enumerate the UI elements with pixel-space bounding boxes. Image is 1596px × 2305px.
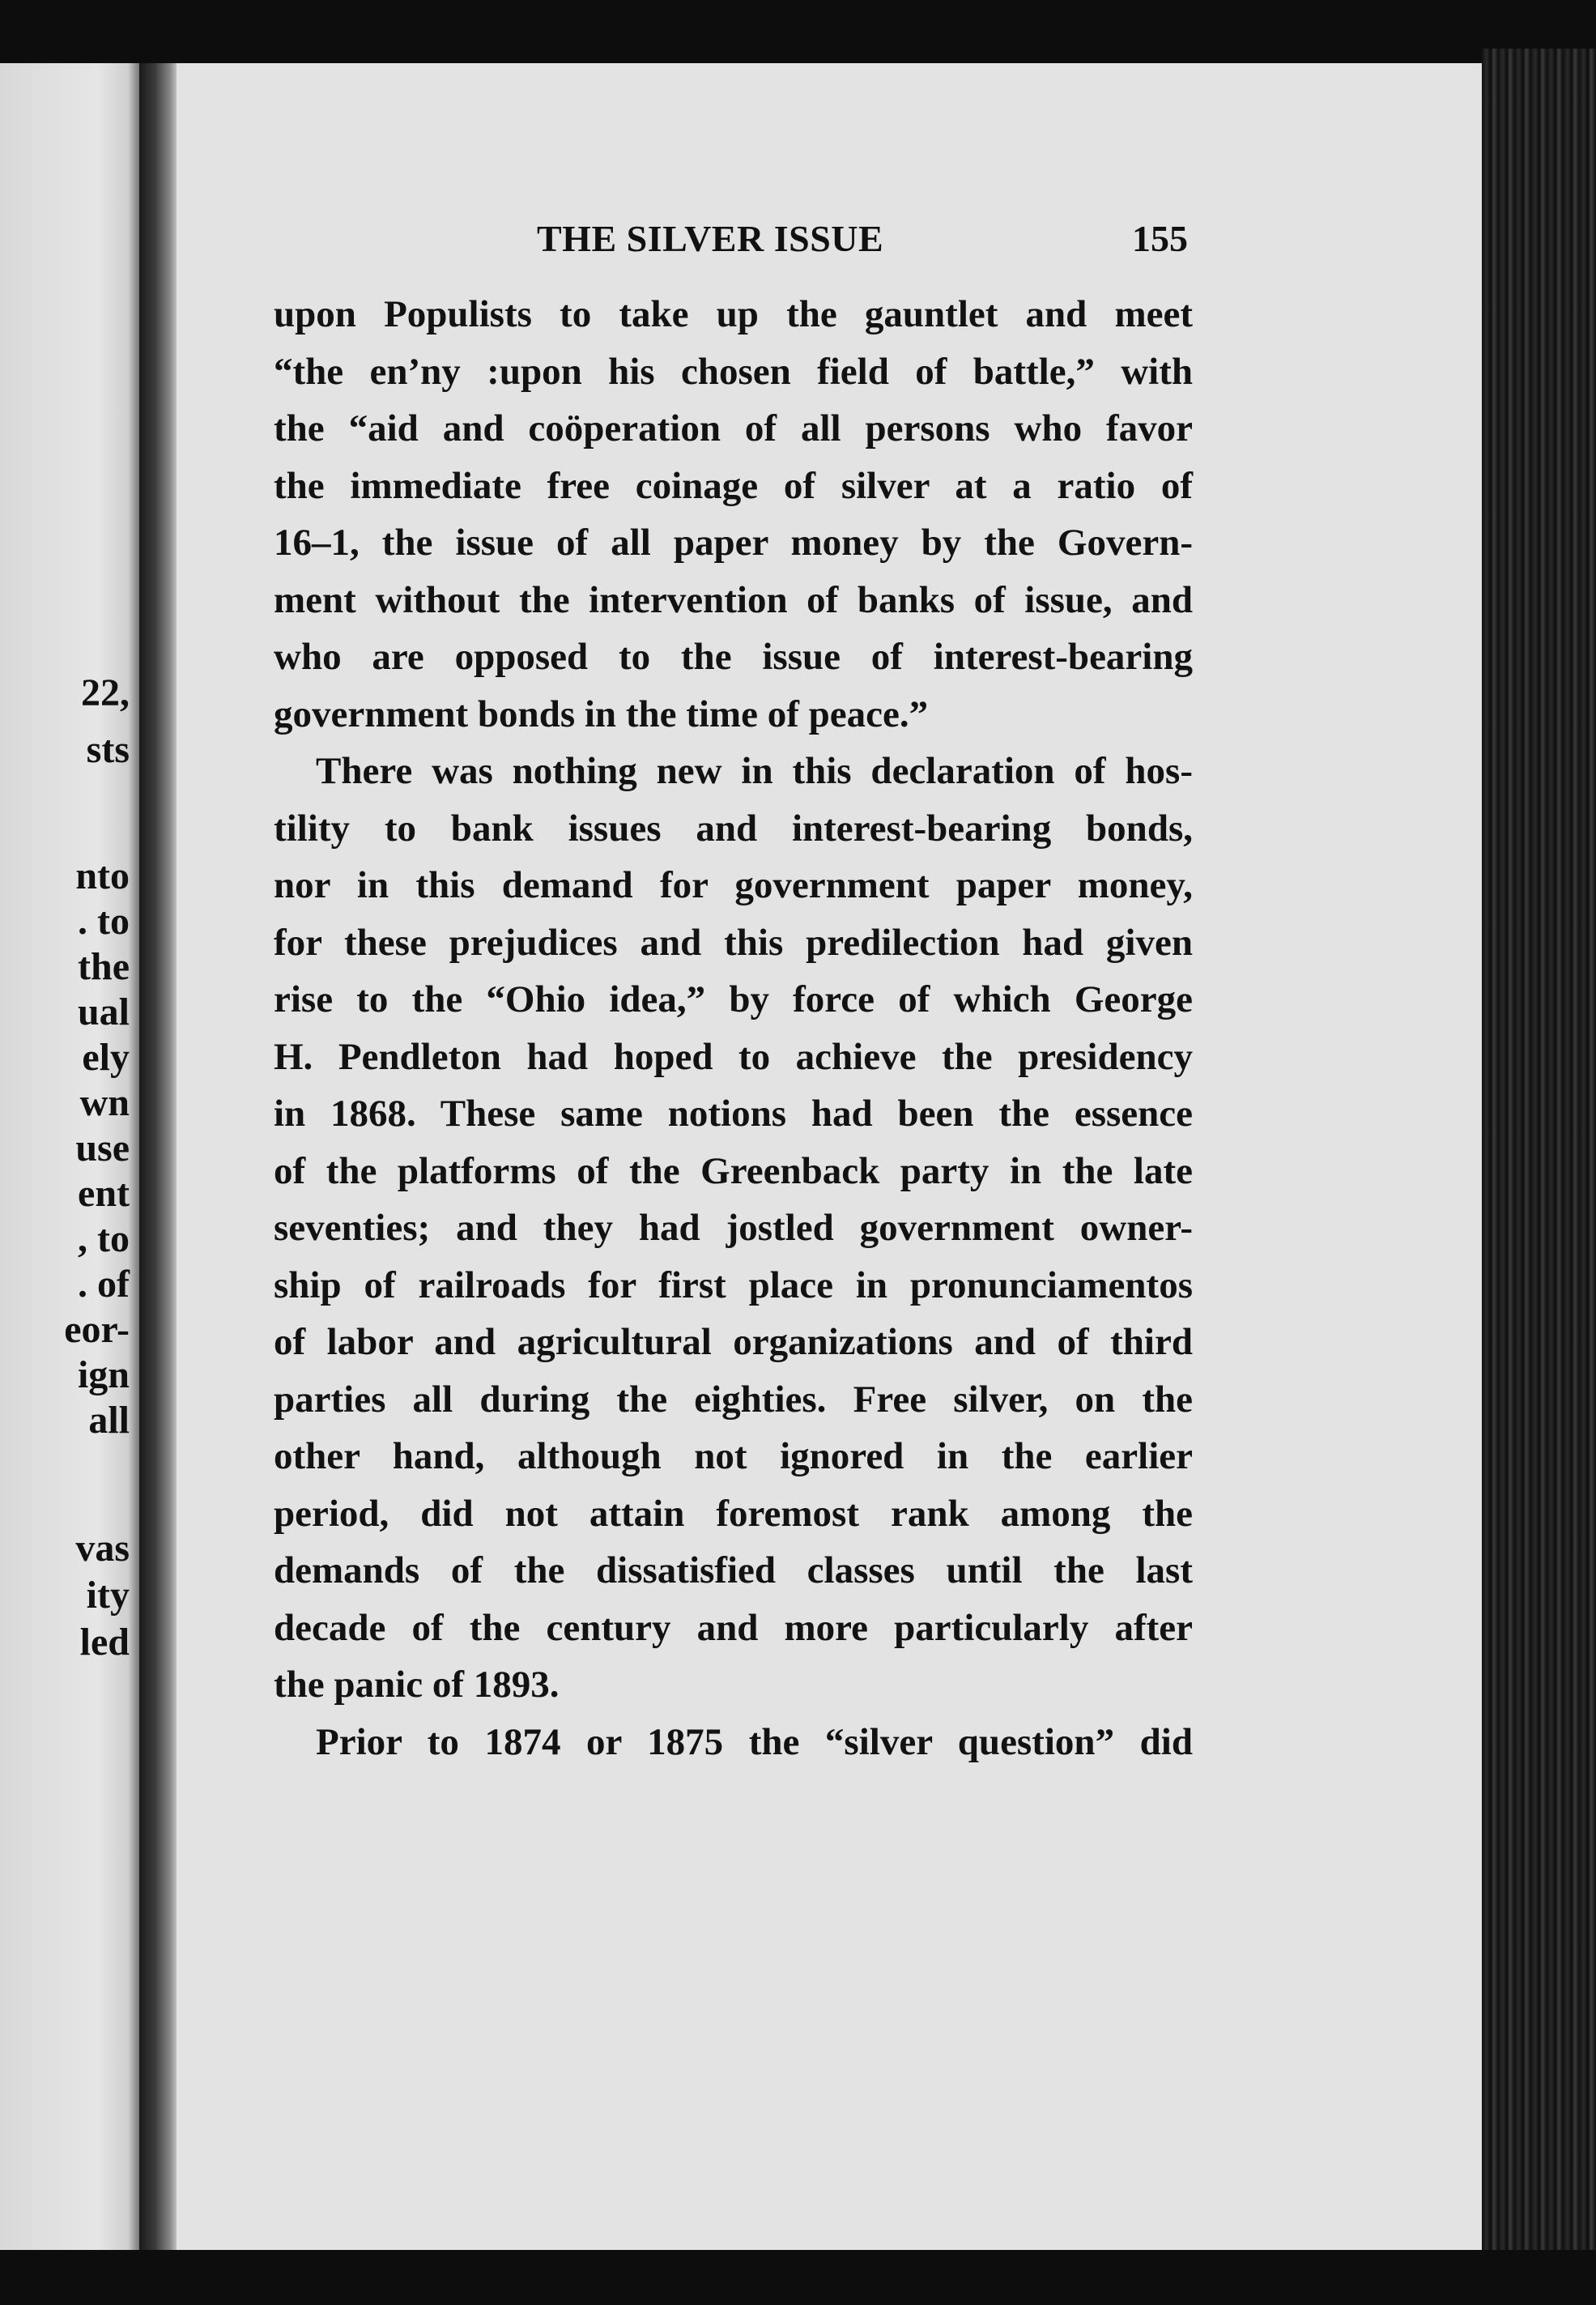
facing-page-fragment: ely — [82, 1036, 130, 1079]
text-line: who are opposed to the issue of interest-bearing — [274, 636, 1193, 678]
text-line: other hand, although not ignored in the earlier — [274, 1435, 1193, 1477]
text-line: “the en’ny :upon his chosen field of battle,” with — [274, 350, 1193, 393]
facing-page-fragment: eor- — [64, 1308, 130, 1351]
text-line: for these prejudices and this predilection had given — [274, 921, 1193, 964]
facing-page-fragment: . to — [78, 900, 130, 943]
facing-page-fragment: nto — [75, 854, 130, 897]
scan-border-bottom — [0, 2250, 1596, 2305]
facing-page-left — [0, 63, 139, 2250]
text-line: the immediate free coinage of silver at a ratio of — [274, 464, 1193, 507]
facing-page-fragment: sts — [86, 728, 130, 771]
running-head: THE SILVER ISSUE — [537, 218, 884, 259]
facing-page-fragment: wn — [79, 1081, 130, 1124]
facing-page-fragment: vas — [75, 1527, 130, 1570]
text-line: ship of railroads for first place in pronunciamentos — [274, 1263, 1193, 1306]
body-text — [274, 286, 1193, 1770]
text-line: ment without the intervention of banks of issue, and — [274, 578, 1193, 621]
facing-page-fragment: ign — [77, 1353, 130, 1396]
facing-page-fragment: the — [78, 945, 130, 988]
facing-page-fragment: led — [79, 1621, 130, 1664]
facing-page-fragment: ent — [78, 1172, 130, 1215]
facing-page-fragment: , to — [78, 1217, 130, 1260]
text-line: Prior to 1874 or 1875 the “silver question” did — [316, 1720, 1193, 1763]
text-line: of labor and agricultural organizations and of third — [274, 1321, 1193, 1363]
text-line: in 1868. These same notions had been the essence — [274, 1093, 1193, 1135]
text-line: nor in this demand for government paper money, — [274, 864, 1193, 906]
text-line: seventies; and they had jostled government owner- — [274, 1207, 1193, 1249]
facing-page-fragment: 22, — [81, 671, 130, 714]
book-page-edges-right — [1482, 49, 1596, 2276]
facing-page-fragment: use — [75, 1127, 130, 1170]
text-line: rise to the “Ohio idea,” by force of which George — [274, 978, 1193, 1020]
book-gutter — [139, 63, 178, 2250]
text-line: government bonds in the time of peace.” — [274, 692, 929, 735]
text-line: parties all during the eighties. Free silver, on the — [274, 1378, 1193, 1421]
text-line: There was nothing new in this declaration of hos- — [316, 750, 1193, 792]
text-line: the panic of 1893. — [274, 1664, 560, 1706]
facing-page-fragment: ual — [77, 991, 130, 1033]
facing-page-fragment: ity — [86, 1574, 130, 1617]
text-line: tility to bank issues and interest-bearing bonds, — [274, 807, 1193, 850]
text-line: decade of the century and more particularly after — [274, 1606, 1193, 1649]
facing-page-fragment: all — [88, 1399, 130, 1442]
page-number: 155 — [1132, 218, 1188, 259]
text-line: of the platforms of the Greenback party in the late — [274, 1149, 1193, 1192]
text-line: upon Populists to take up the gauntlet and meet — [274, 293, 1193, 335]
page-header — [177, 217, 1482, 274]
book-page — [177, 63, 1482, 2250]
facing-page-fragment: . of — [78, 1263, 130, 1306]
text-line: H. Pendleton had hoped to achieve the presidency — [274, 1035, 1193, 1078]
text-line: demands of the dissatisfied classes until the last — [274, 1549, 1193, 1591]
text-line: 16–1, the issue of all paper money by the Govern- — [274, 522, 1193, 564]
text-line: the “aid and coöperation of all persons who favor — [274, 407, 1193, 449]
text-line: period, did not attain foremost rank among the — [274, 1492, 1193, 1535]
